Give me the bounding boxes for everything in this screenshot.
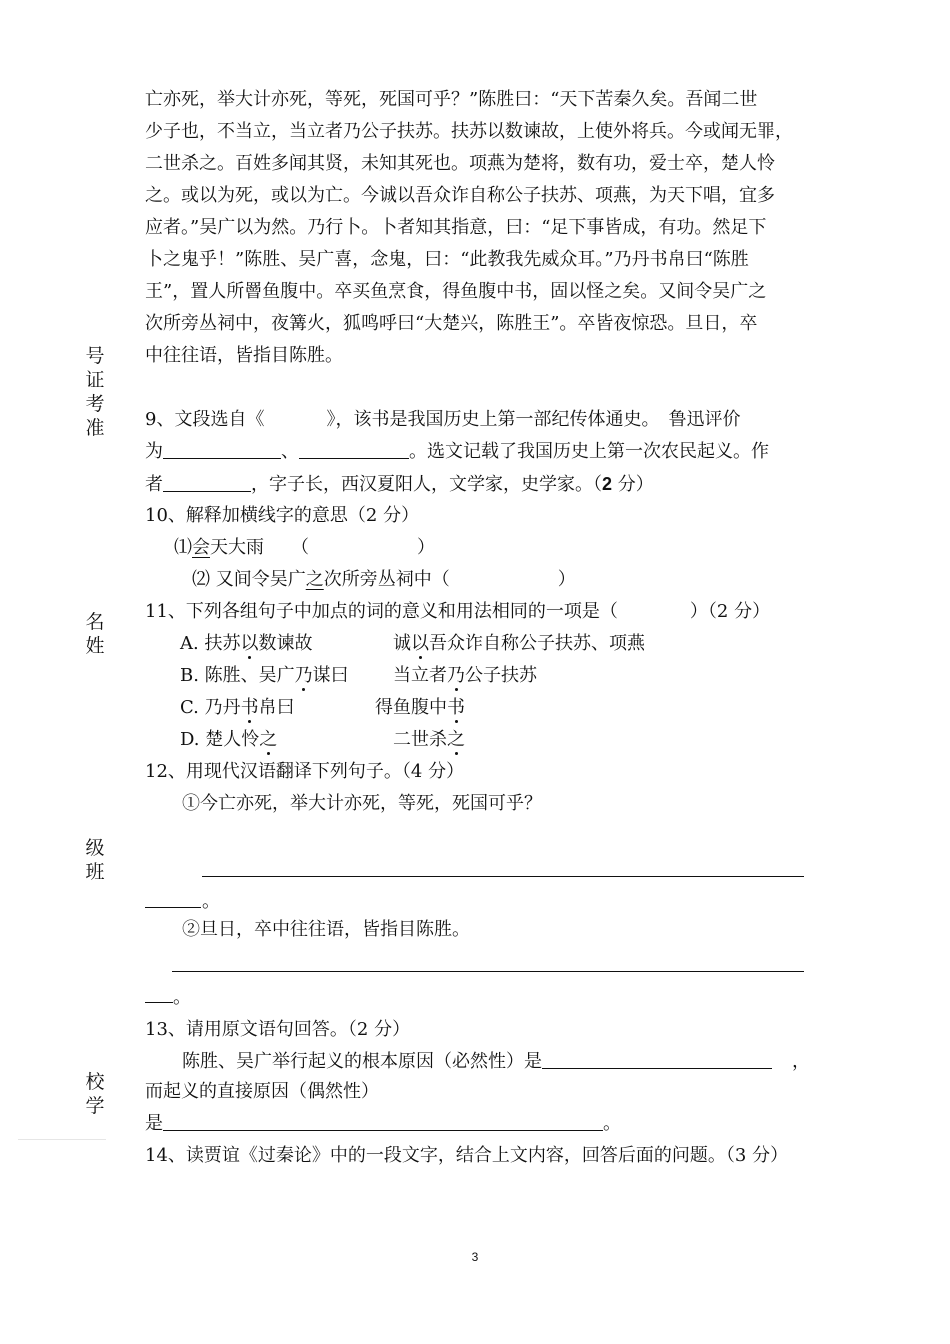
- q12-answer-line-2b[interactable]: [145, 1002, 173, 1003]
- q14-title: 14、读贾谊《过秦论》中的一段文字，结合上文内容，回答后面的问题。（3 分）: [145, 1145, 789, 1166]
- passage-line: 应者。”吴广以为然。乃行卜。卜者知其指意，曰：“足下事皆成，有功。然足下: [145, 217, 767, 238]
- dotted-word: 之: [259, 729, 278, 750]
- q10-item2: ⑵ 又间令吴广之次所旁丛祠中（ ）: [192, 569, 576, 590]
- passage-line: 二世杀之。百姓多闻其贤，未知其死也。项燕为楚将，数有功，爱士卒，楚人怜: [145, 153, 775, 174]
- q11-option-b-left: B. 陈胜、吴广乃谋曰: [180, 665, 349, 686]
- passage-line: 中往往语，皆指目陈胜。: [145, 345, 343, 366]
- q12-title: 12、用现代汉语翻译下列句子。（4 分）: [145, 761, 465, 782]
- underlined-word: 会: [192, 537, 210, 558]
- q13-direct-cause-blank[interactable]: [163, 1112, 603, 1131]
- q11-option-a-left: A. 扶苏以数谏故: [180, 633, 313, 654]
- q13-title: 13、请用原文语句回答。（2 分）: [145, 1019, 411, 1040]
- passage-line: 少子也，不当立，当立者乃公子扶苏。扶苏以数谏故，上使外将兵。今或闻无罪，: [145, 121, 793, 142]
- q10-item1: ⑴会天大雨 （ ）: [174, 537, 435, 558]
- q9-line3: 者 ，字子长，西汉夏阳人，文学家，史学家。（2 分）: [145, 474, 654, 495]
- school-label: 校 学: [85, 1071, 105, 1117]
- q11-option-c-right: 得鱼腹中书: [375, 697, 465, 718]
- q12-answer-line-1b[interactable]: [145, 907, 201, 908]
- passage-line: 亡亦死，举大计亦死，等死，死国可乎？”陈胜曰：“天下苦秦久矣。吾闻二世: [145, 89, 758, 110]
- q13-line2: 而起义的直接原因（偶然性）: [145, 1081, 379, 1102]
- q12-answer-line-1[interactable]: [202, 876, 804, 877]
- q11-option-c-left: C. 乃丹书帛曰: [180, 697, 295, 718]
- q12-period-1: 。: [202, 891, 220, 912]
- passage-line: 之。或以为死，或以为亡。今诚以吾众诈自称公子扶苏、项燕，为天下唱，宜多: [145, 185, 775, 206]
- q9-comment-blank-1[interactable]: [163, 440, 281, 459]
- dotted-word: 之: [447, 729, 465, 750]
- dotted-word: 以: [411, 633, 429, 654]
- q13-line1: 陈胜、吴广举行起义的根本原因（必然性）是 ，: [182, 1051, 810, 1072]
- q12-answer-line-2[interactable]: [172, 971, 804, 972]
- divider: [18, 1139, 106, 1140]
- dotted-word: 乃: [447, 665, 465, 686]
- q9-comment-blank-2[interactable]: [299, 440, 409, 459]
- q9-author-blank[interactable]: [163, 473, 251, 492]
- q10-title: 10、解释加横线字的意思（2 分）: [145, 505, 420, 526]
- q11-option-d-right: 二世杀之: [393, 729, 465, 750]
- underlined-word: 之: [305, 569, 324, 590]
- dotted-word: 以: [240, 633, 259, 654]
- page-number: 3: [471, 1250, 479, 1264]
- q9-line2: 为 、 。选文记载了我国历史上第一次农民起义。作: [145, 441, 769, 462]
- class-label: 级 班: [85, 837, 105, 883]
- passage-line: 卜之鬼乎！”陈胜、吴广喜，念鬼，曰：“此教我先威众耳。”乃丹书帛曰“陈胜: [145, 249, 749, 270]
- dotted-word: 书: [447, 697, 465, 718]
- q11-option-d-left: D. 楚人怜之: [180, 729, 278, 750]
- dotted-word: 乃: [294, 665, 313, 686]
- passage-line: 次所旁丛祠中，夜篝火，狐鸣呼曰“大楚兴，陈胜王”。卒皆夜惊恐。旦日，卒: [145, 313, 758, 334]
- dotted-word: 书: [240, 697, 259, 718]
- name-label: 名 姓: [85, 611, 105, 657]
- passage-line: 王”，置人所罾鱼腹中。卒买鱼烹食，得鱼腹中书，固以怪之矣。又间令吴广之: [145, 281, 767, 302]
- q12-period-2: 。: [173, 987, 191, 1008]
- q11-title: 11、下列各组句子中加点的词的意义和用法相同的一项是（ ）（2 分）: [145, 601, 771, 622]
- exam-number-label: 号 证 考 准: [85, 345, 105, 439]
- q11-option-b-right: 当立者乃公子扶苏: [393, 665, 537, 686]
- q11-option-a-right: 诚以吾众诈自称公子扶苏、项燕: [393, 633, 645, 654]
- q13-line3: 是 。: [145, 1113, 621, 1134]
- q12-sentence-1: ①今亡亦死，举大计亦死，等死，死国可乎？: [182, 793, 542, 814]
- q9-line1: 9、文段选自《 》，该书是我国历史上第一部纪传体通史。 鲁迅评价: [145, 409, 741, 430]
- q12-sentence-2: ②旦日，卒中往往语，皆指目陈胜。: [182, 919, 470, 940]
- q13-fundamental-cause-blank[interactable]: [542, 1050, 772, 1069]
